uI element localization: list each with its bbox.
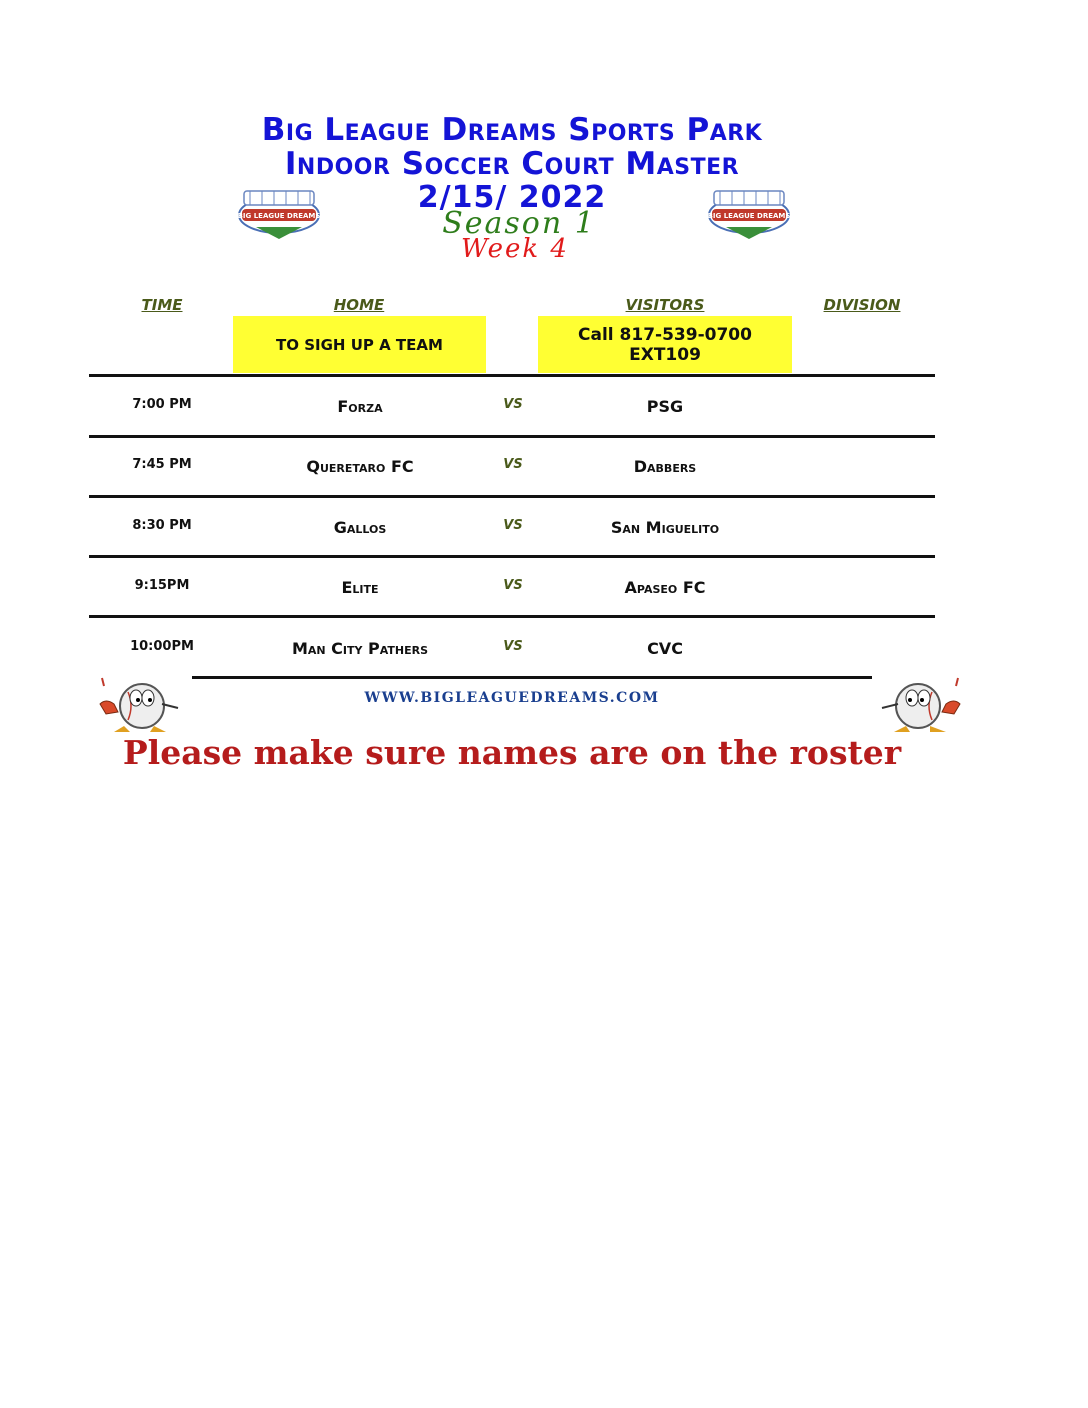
signup-banner bbox=[233, 316, 486, 373]
visitor-team: PSG bbox=[646, 397, 684, 416]
home-team: Man City Pathers bbox=[291, 639, 429, 658]
page-title: Big League Dreams Sports Park bbox=[261, 112, 763, 148]
signup-label: TO SIGH UP A TEAM bbox=[276, 335, 443, 354]
versus-label: VS bbox=[503, 518, 523, 533]
visitor-team: CVC bbox=[647, 639, 683, 658]
home-team: Queretaro FC bbox=[306, 457, 414, 476]
game-time: 9:15PM bbox=[134, 578, 190, 593]
table-row bbox=[0, 578, 1088, 638]
game-time: 10:00PM bbox=[130, 639, 194, 654]
table-row bbox=[0, 397, 1088, 457]
stadium-logo-right bbox=[706, 183, 792, 241]
call-banner bbox=[538, 316, 792, 373]
schedule-date: 2/15/ 2022 bbox=[417, 180, 607, 215]
table-row bbox=[0, 518, 1088, 578]
svg-text:BIG LEAGUE DREAMS: BIG LEAGUE DREAMS bbox=[707, 212, 791, 220]
home-team: Elite bbox=[341, 578, 379, 597]
visitor-team: Apaseo FC bbox=[624, 578, 706, 597]
website-link[interactable]: WWW.BIGLEAGUEDREAMS.COM bbox=[364, 690, 660, 706]
table-row bbox=[0, 457, 1088, 517]
versus-label: VS bbox=[503, 457, 523, 472]
page-subtitle: Indoor Soccer Court Master bbox=[284, 146, 740, 182]
game-time: 7:00 PM bbox=[132, 397, 192, 412]
column-header-division: DIVISION bbox=[823, 296, 901, 314]
home-team: Gallos bbox=[333, 518, 387, 537]
game-time: 7:45 PM bbox=[132, 457, 192, 472]
versus-label: VS bbox=[503, 397, 523, 412]
row-divider bbox=[89, 374, 935, 377]
stadium-logo-left bbox=[236, 183, 322, 241]
versus-label: VS bbox=[503, 578, 523, 593]
home-team: Forza bbox=[337, 397, 383, 416]
versus-label: VS bbox=[503, 639, 523, 654]
svg-text:BIG LEAGUE DREAMS: BIG LEAGUE DREAMS bbox=[237, 212, 321, 220]
call-phone: Call 817-539-0700 bbox=[578, 324, 752, 345]
call-extension: EXT109 bbox=[629, 344, 701, 365]
game-time: 8:30 PM bbox=[132, 518, 192, 533]
roster-notice: Please make sure names are on the roster bbox=[122, 733, 902, 772]
visitor-team: Dabbers bbox=[633, 457, 697, 476]
column-header-time: TIME bbox=[141, 296, 183, 314]
week-label: Week 4 bbox=[461, 234, 569, 264]
column-header-home: HOME bbox=[333, 296, 385, 314]
visitor-team: San Miguelito bbox=[610, 518, 720, 537]
column-header-visitors: VISITORS bbox=[625, 296, 705, 314]
season-label: Season 1 bbox=[442, 206, 596, 241]
